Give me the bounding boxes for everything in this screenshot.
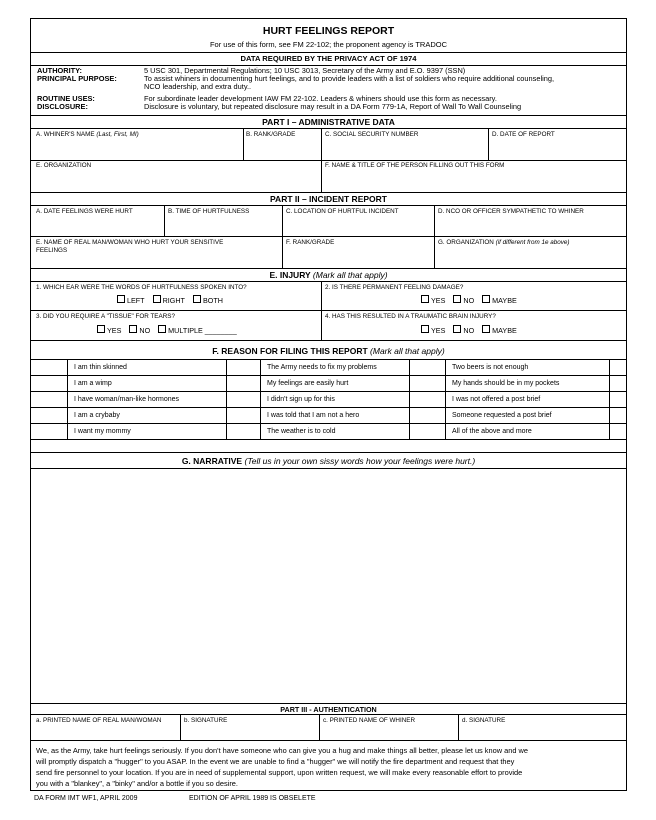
reason-item: Two beers is not enough — [452, 364, 529, 371]
reason-item: I was not offered a post brief — [452, 396, 541, 403]
q4-yes-checkbox[interactable]: YES — [421, 325, 445, 335]
hurt-feelings-form — [30, 18, 627, 791]
reason-item: The Army needs to fix my problems — [267, 364, 377, 371]
reason-col2-checkboxes[interactable] — [226, 359, 260, 439]
q4-options — [421, 325, 517, 335]
reason-item: I am thin skinned — [74, 364, 127, 371]
date-hurt-field[interactable]: A. DATE FEELINGS WERE HURT — [36, 208, 133, 215]
real-man-rank-field[interactable]: F. RANK/GRADE — [286, 239, 335, 246]
q3-multiple-checkbox[interactable]: MULTIPLE ________ — [158, 325, 237, 335]
real-man-org-field[interactable]: G. ORGANIZATION (if different from 1e above) — [438, 239, 570, 246]
q3-yes-checkbox[interactable]: YES — [97, 325, 121, 335]
narrative-textarea[interactable] — [31, 469, 626, 703]
reason-item: All of the above and more — [452, 428, 532, 435]
purpose-text-2: NCO leadership, and extra duty.. — [144, 82, 252, 91]
part1-heading: PART I – ADMINISTRATIVE DATA — [262, 117, 395, 127]
q1-left-checkbox[interactable]: LEFT — [117, 295, 145, 305]
organization-field[interactable]: E. ORGANIZATION — [36, 162, 92, 169]
whiner-printed-name-field[interactable]: c. PRINTED NAME OF WHINER — [323, 717, 416, 724]
form-subtitle: For use of this form, see FM 22-102; the proponent agency is TRADOC — [209, 40, 448, 49]
reasons-heading: F. REASON FOR FILING THIS REPORT (Mark all that apply) — [212, 346, 445, 356]
ssn-field[interactable]: C. SOCIAL SECURITY NUMBER — [325, 131, 419, 138]
part3-heading: PART III - AUTHENTICATION — [280, 705, 377, 714]
rank-grade-field[interactable]: B. RANK/GRADE — [246, 131, 296, 138]
date-of-report-field[interactable]: D. DATE OF REPORT — [492, 131, 555, 138]
reason-item: My hands should be in my pockets — [452, 380, 560, 387]
q2-options — [421, 295, 517, 305]
edition-note: EDITION OF APRIL 1989 IS OBSELETE — [189, 795, 316, 802]
routine-text: For subordinate leader development IAW FM 22-102. Leaders & whiners should use this form as necessary. — [144, 94, 497, 103]
reason-item: I have woman/man-like hormones — [74, 396, 180, 403]
q1-both-checkbox[interactable]: BOTH — [193, 295, 223, 305]
q1-right-checkbox[interactable]: RIGHT — [153, 295, 185, 305]
q4-maybe-checkbox[interactable]: MAYBE — [482, 325, 517, 335]
q3-no-checkbox[interactable]: NO — [129, 325, 150, 335]
reason-item: I was told that I am not a hero — [267, 412, 360, 419]
location-field[interactable]: C. LOCATION OF HURTFUL INCIDENT — [286, 208, 399, 215]
real-man-name-field[interactable]: E. NAME OF REAL MAN/WOMAN WHO HURT YOUR SENSITIVE FEELINGS — [36, 239, 224, 254]
reason-item: I am a wimp — [74, 380, 112, 387]
routine-label: ROUTINE USES: — [37, 94, 95, 103]
real-man-signature-field[interactable]: b. SIGNATURE — [184, 717, 228, 724]
q3-label: 3. DID YOU REQUIRE A "TISSUE" FOR TEARS? — [36, 313, 175, 320]
real-man-printed-name-field[interactable]: a. PRINTED NAME OF REAL MAN/WOMAN — [36, 717, 162, 724]
q2-label: 2. IS THERE PERMANENT FEELING DAMAGE? — [325, 284, 464, 291]
sympathetic-nco-field[interactable]: D. NCO OR OFFICER SYMPATHETIC TO WHINER — [438, 208, 584, 215]
privacy-heading: DATA REQUIRED BY THE PRIVACY ACT OF 1974 — [240, 54, 417, 63]
preparer-name-field[interactable]: F. NAME & TITLE OF THE PERSON FILLING OUT THIS FORM — [325, 162, 505, 169]
injury-heading: E. INJURY (Mark all that apply) — [269, 270, 388, 280]
narrative-heading: G. NARRATIVE (Tell us in your own sissy words how your feelings were hurt.) — [181, 456, 476, 466]
q2-no-checkbox[interactable]: NO — [453, 295, 474, 305]
reason-item: My feelings are easily hurt — [267, 380, 349, 387]
q4-no-checkbox[interactable]: NO — [453, 325, 474, 335]
q2-yes-checkbox[interactable]: YES — [421, 295, 445, 305]
time-hurt-field[interactable]: B. TIME OF HURTFULNESS — [168, 208, 250, 215]
q2-maybe-checkbox[interactable]: MAYBE — [482, 295, 517, 305]
reason-item: I am a crybaby — [74, 412, 120, 419]
disclosure-text: Disclosure is voluntary, but repeated disclosure may result in a DA Form 779-1A, Report of Wall To Wall Counseling — [144, 102, 522, 111]
form-title: HURT FEELINGS REPORT — [262, 25, 395, 37]
footer-notice: We, as the Army, take hurt feelings seriously. If you don't have someone who can give you a hug and make things all better, please let us know and we will promptly dispatch a "hugger" to you ASAP. In the event we are unable to find a "hugger" we will notify the fire department and request that they send fire personnel to your location. If you are in need of supplemental support, upon written request, we will make every reasonable effort to provide you with a "blankey", a "binky" and/or a bottle if you so desire. — [36, 746, 528, 788]
reason-col1-checkboxes[interactable] — [31, 359, 67, 439]
reason-item: Someone requested a post brief — [452, 412, 552, 419]
whiner-signature-field[interactable]: d. SIGNATURE — [462, 717, 506, 724]
q3-options — [97, 325, 237, 335]
purpose-label: PRINCIPAL PURPOSE: — [37, 74, 117, 83]
q4-label: 4. HAS THIS RESULTED IN A TRAUMATIC BRAIN INJURY? — [325, 313, 496, 320]
part2-heading: PART II – INCIDENT REPORT — [270, 194, 387, 204]
authority-label: AUTHORITY: — [37, 66, 83, 75]
q1-label: 1. WHICH EAR WERE THE WORDS OF HURTFULNESS SPOKEN INTO? — [36, 284, 247, 291]
form-id: DA FORM IMT WF1, APRIL 2009 — [34, 795, 138, 802]
reason-item: I didn't sign up for this — [267, 396, 335, 403]
reason-item: The weather is to cold — [267, 428, 336, 435]
purpose-text-1: To assist whiners in documenting hurt feelings, and to provide leaders with a list of soldiers who require additional counseling, — [144, 74, 554, 83]
authority-text: 5 USC 301, Departmental Regulations; 10 USC 3013, Secretary of the Army and E.O. 9397 (SSN) — [144, 66, 466, 75]
disclosure-label: DISCLOSURE: — [37, 102, 88, 111]
q1-options — [117, 295, 223, 305]
reason-col3-checkboxes[interactable] — [409, 359, 445, 439]
whiner-name-field[interactable]: A. WHINER'S NAME (Last, First, MI) — [36, 131, 139, 138]
reason-item: I want my mommy — [74, 428, 131, 435]
